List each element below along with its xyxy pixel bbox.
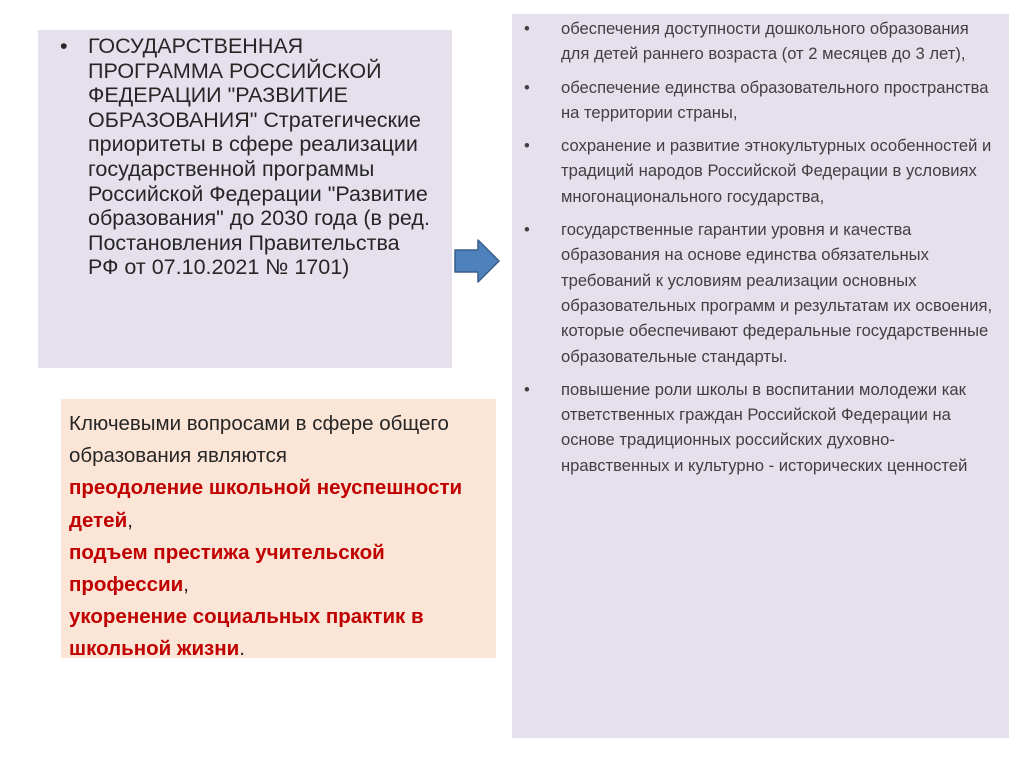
program-list [54,34,436,280]
program-caps-title: ГОСУДАРСТВЕННАЯ ПРОГРАММА РОССИЙСКОЙ ФЕДЕРАЦИИ "РАЗВИТИЕ ОБРАЗОВАНИЯ" [88,34,382,132]
priority-text: обеспечения доступности дошкольного образования для детей раннего возраста (от 2 месяцев до 3 лет), [561,19,969,64]
separator: . [239,637,245,661]
bullet-icon: • [524,379,530,399]
bullet-icon: • [524,220,530,240]
priorities-list [519,16,995,478]
bullet-icon: • [524,19,530,38]
priority-text: сохранение и развитие этнокультурных особенностей и традиций народов Российской Федерации в условиях многонационального государства, [561,136,992,206]
priority-text: повышение роли школы в воспитании молодежи как ответственных граждан Российской Федерации на основе традиционных российских духовно-нравственных и культурно - исторических ценностей [561,379,968,475]
key-issues-box [61,399,496,661]
priority-text: государственные гарантии уровня и качества образования на основе единства обязательных требований к условиям реализации основных образовательных программ и результатам их освоения, которые обеспечивают федеральные государственные образовательные стандарты. [561,220,993,366]
priorities-box [512,14,1009,738]
list-item [519,377,995,478]
key-issue-social-practices: укоренение социальных практик в школьной жизни [69,605,424,661]
right-arrow-icon [452,237,502,287]
list-item [519,75,995,126]
key-issues-intro: Ключевыми вопросами в сфере общего образования являются [69,412,449,468]
list-item [519,16,995,67]
list-item [519,217,995,369]
separator: , [127,508,133,532]
key-issue-teacher-prestige: подъем престижа учительской профессии [69,540,385,597]
program-description: Стратегические приоритеты в сфере реализации государственной программы Российской Федерации "Развитие образования" до 2030 года (в ред. Постановления Правительства РФ от 07.10.2021 № 1701) [88,107,430,280]
list-item [519,133,995,209]
bullet-icon: • [524,77,530,97]
priority-text: обеспечение единства образовательного пространства на территории страны, [561,77,989,122]
bullet-icon: • [60,34,68,58]
program-box [38,30,452,368]
key-issue-school-failure: преодоление школьной неуспешности детей [69,476,463,532]
separator: , [183,573,189,597]
program-item [54,34,436,280]
bullet-icon: • [524,136,530,156]
